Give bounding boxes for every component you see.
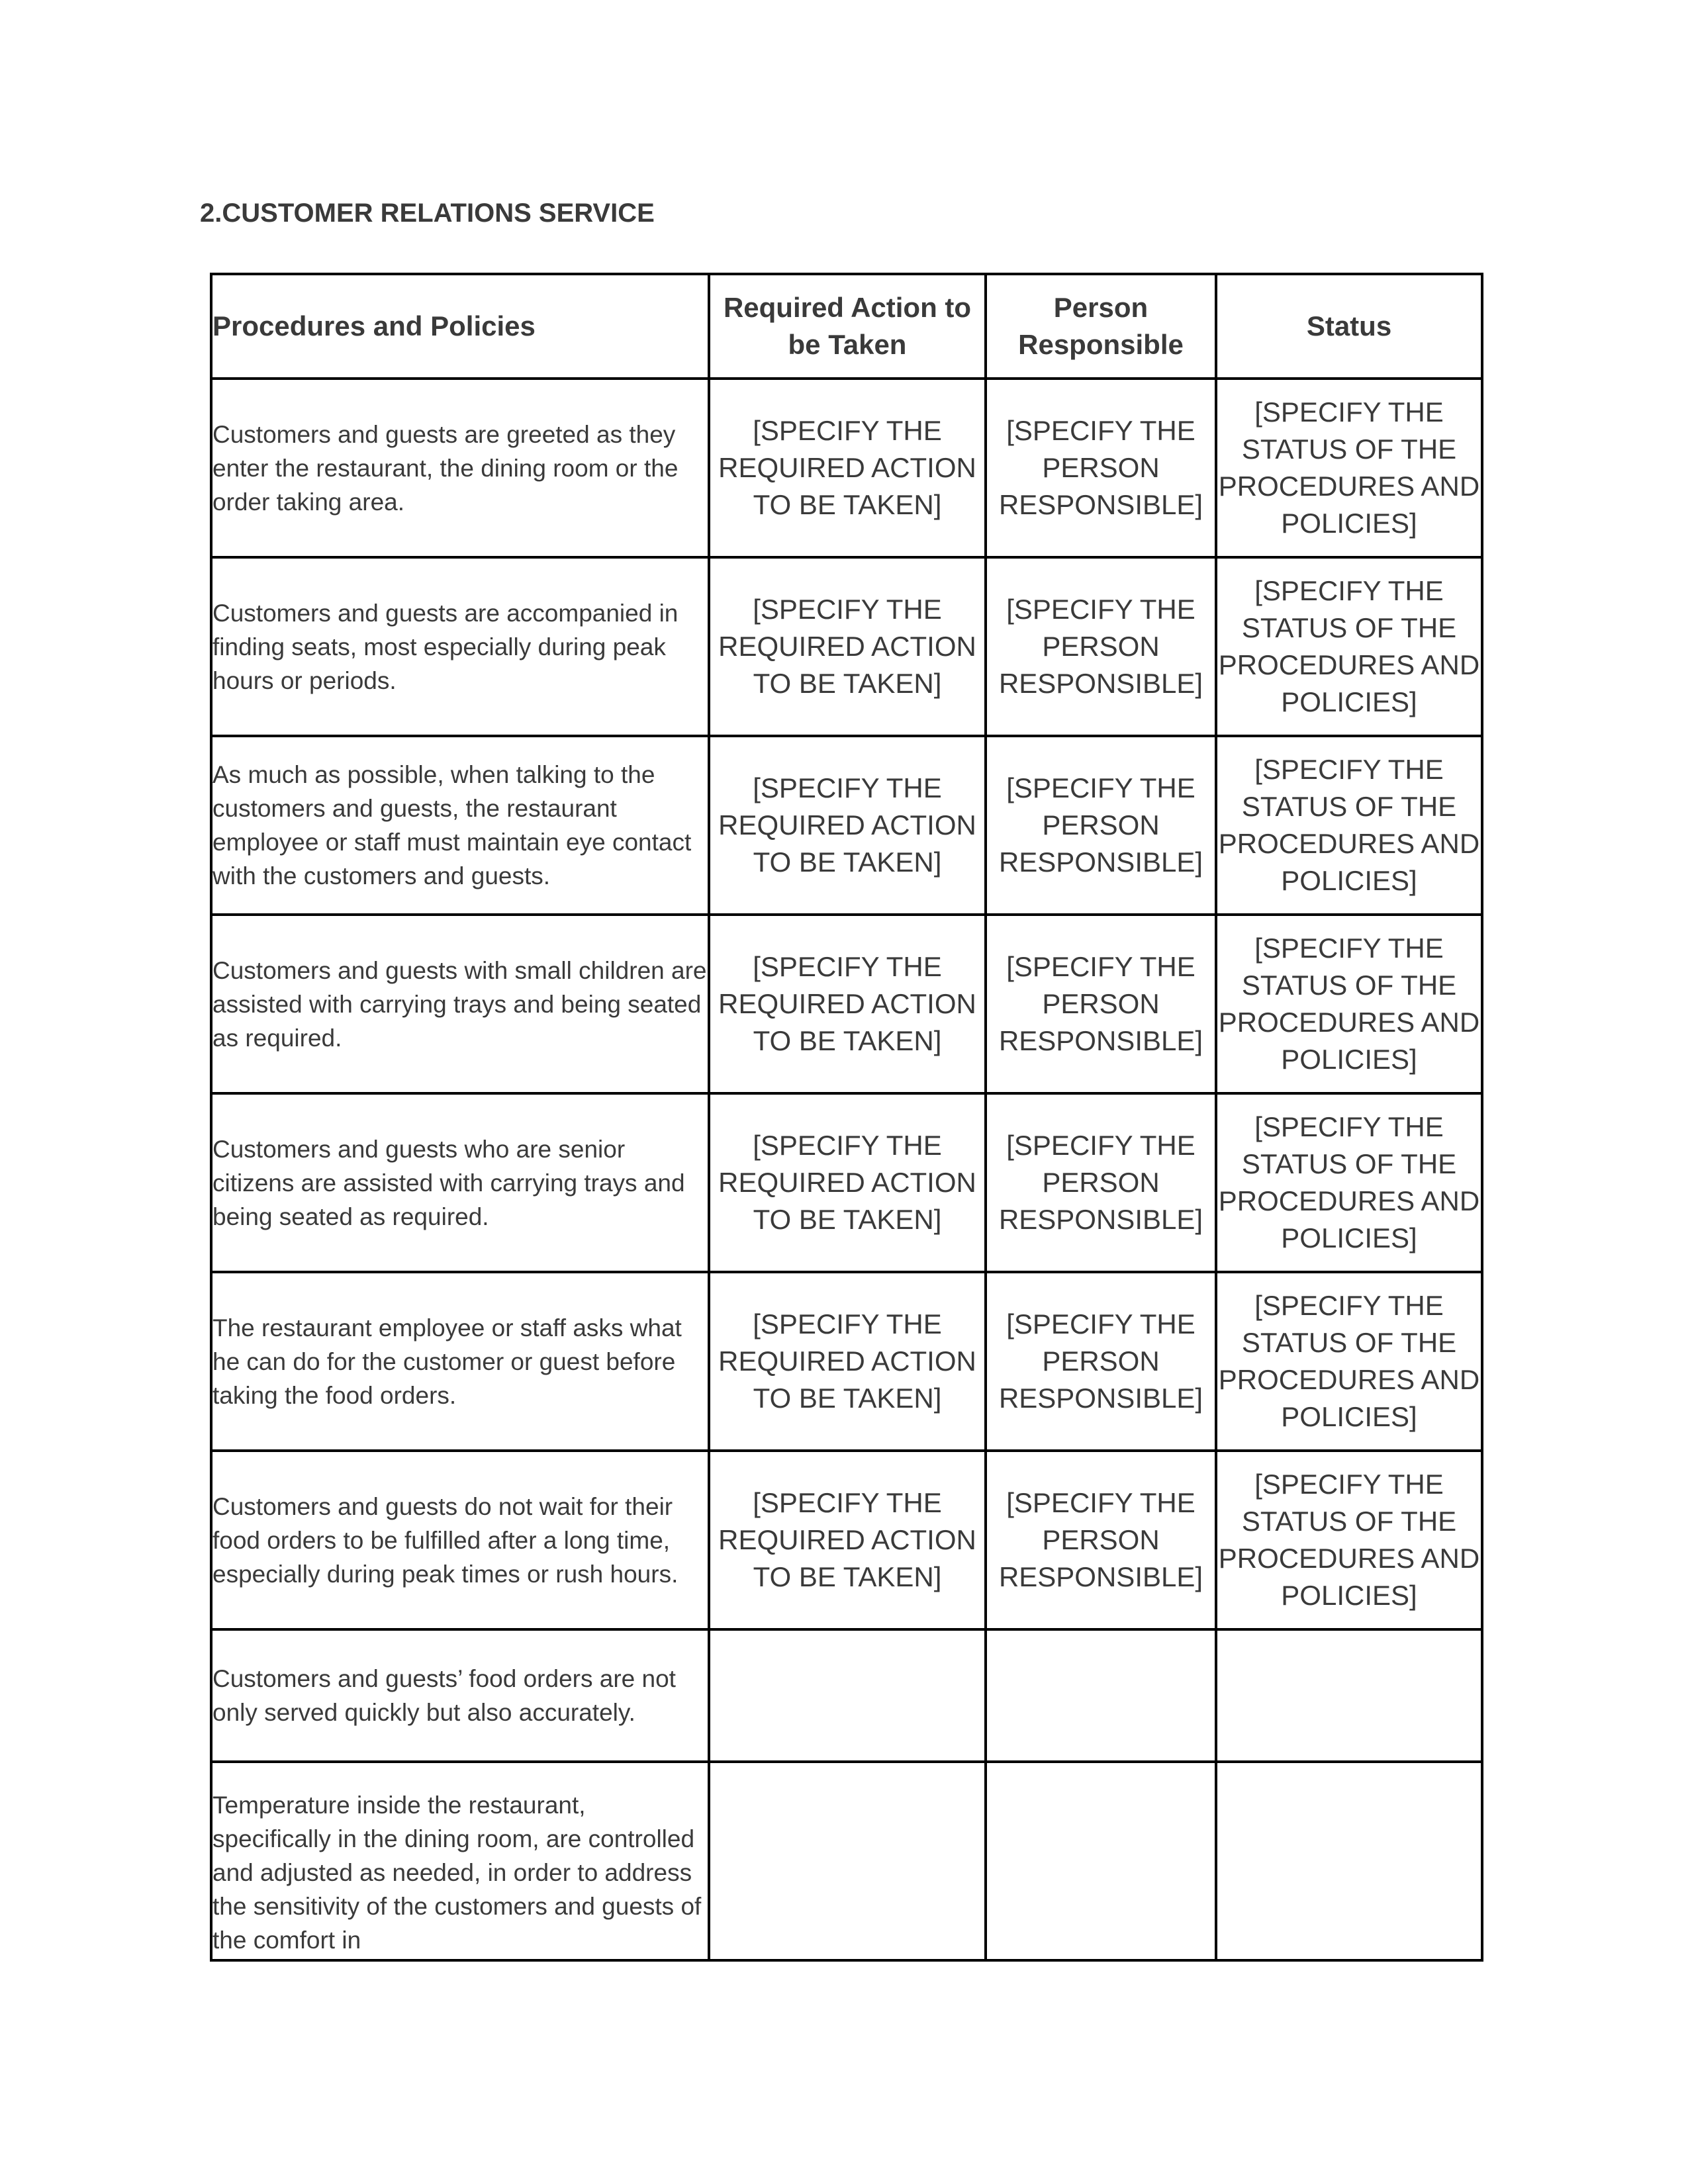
status-cell[interactable]: [SPECIFY THE STATUS OF THE PROCEDURES AND POLICIES] [1216,1272,1482,1451]
status-cell[interactable]: [SPECIFY THE STATUS OF THE PROCEDURES AND POLICIES] [1216,379,1482,557]
table-row [211,736,1482,915]
action-cell[interactable]: [SPECIFY THE REQUIRED ACTION TO BE TAKEN] [709,1093,986,1272]
action-cell[interactable]: [SPECIFY THE REQUIRED ACTION TO BE TAKEN] [709,1451,986,1629]
header-required-action: Required Action to be Taken [709,274,986,379]
status-cell[interactable]: [SPECIFY THE STATUS OF THE PROCEDURES AND POLICIES] [1216,1093,1482,1272]
action-cell[interactable] [709,1762,986,1960]
table-row [211,1272,1482,1451]
procedure-cell: Customers and guests are greeted as they enter the restaurant, the dining room or the order taking area. [211,379,709,557]
person-cell[interactable]: [SPECIFY THE PERSON RESPONSIBLE] [986,1272,1216,1451]
table-row [211,1762,1482,1960]
table-row [211,1451,1482,1629]
table-row [211,1093,1482,1272]
table-row [211,1629,1482,1762]
procedures-table [210,273,1483,1962]
header-status: Status [1216,274,1482,379]
action-cell[interactable] [709,1629,986,1762]
table-row [211,379,1482,557]
action-cell[interactable]: [SPECIFY THE REQUIRED ACTION TO BE TAKEN] [709,736,986,915]
person-cell[interactable] [986,1629,1216,1762]
procedure-cell: Customers and guests who are senior citizens are assisted with carrying trays and being seated as required. [211,1093,709,1272]
status-cell[interactable]: [SPECIFY THE STATUS OF THE PROCEDURES AND POLICIES] [1216,915,1482,1093]
procedure-cell: As much as possible, when talking to the customers and guests, the restaurant employee or staff must maintain eye contact with the customers and guests. [211,736,709,915]
person-cell[interactable]: [SPECIFY THE PERSON RESPONSIBLE] [986,915,1216,1093]
person-cell[interactable]: [SPECIFY THE PERSON RESPONSIBLE] [986,557,1216,736]
procedure-cell: The restaurant employee or staff asks what he can do for the customer or guest before taking the food orders. [211,1272,709,1451]
person-cell[interactable]: [SPECIFY THE PERSON RESPONSIBLE] [986,1093,1216,1272]
procedure-cell: Temperature inside the restaurant, specifically in the dining room, are controlled and adjusted as needed, in order to address the sensitivity of the customers and guests of the comfort in [211,1762,709,1960]
procedure-cell: Customers and guests are accompanied in finding seats, most especially during peak hours or periods. [211,557,709,736]
table-row [211,557,1482,736]
action-cell[interactable]: [SPECIFY THE REQUIRED ACTION TO BE TAKEN] [709,915,986,1093]
table-header-row [211,274,1482,379]
action-cell[interactable]: [SPECIFY THE REQUIRED ACTION TO BE TAKEN] [709,379,986,557]
person-cell[interactable] [986,1762,1216,1960]
header-person-responsible: Person Responsible [986,274,1216,379]
status-cell[interactable]: [SPECIFY THE STATUS OF THE PROCEDURES AND POLICIES] [1216,1451,1482,1629]
status-cell[interactable]: [SPECIFY THE STATUS OF THE PROCEDURES AND POLICIES] [1216,736,1482,915]
status-cell[interactable] [1216,1762,1482,1960]
status-cell[interactable] [1216,1629,1482,1762]
person-cell[interactable]: [SPECIFY THE PERSON RESPONSIBLE] [986,1451,1216,1629]
person-cell[interactable]: [SPECIFY THE PERSON RESPONSIBLE] [986,379,1216,557]
page-title: 2.CUSTOMER RELATIONS SERVICE [200,199,655,228]
procedure-cell: Customers and guests do not wait for their food orders to be fulfilled after a long time, especially during peak times or rush hours. [211,1451,709,1629]
procedure-cell: Customers and guests with small children are assisted with carrying trays and being seated as required. [211,915,709,1093]
header-procedures: Procedures and Policies [211,274,709,379]
action-cell[interactable]: [SPECIFY THE REQUIRED ACTION TO BE TAKEN] [709,557,986,736]
table-row [211,915,1482,1093]
person-cell[interactable]: [SPECIFY THE PERSON RESPONSIBLE] [986,736,1216,915]
procedure-cell: Customers and guests’ food orders are not only served quickly but also accurately. [211,1629,709,1762]
action-cell[interactable]: [SPECIFY THE REQUIRED ACTION TO BE TAKEN] [709,1272,986,1451]
status-cell[interactable]: [SPECIFY THE STATUS OF THE PROCEDURES AND POLICIES] [1216,557,1482,736]
